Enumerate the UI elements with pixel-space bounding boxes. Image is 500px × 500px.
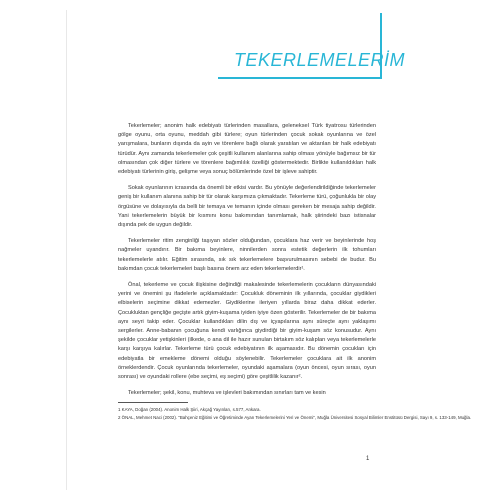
footnotes — [118, 406, 472, 422]
footnote-divider — [118, 402, 188, 403]
footnote: 1 KAYA, Doğan (2004). Anonim Halk Şiiri, Akçağ Yayınları, s.577, Ankara. — [118, 407, 261, 412]
paragraph: Tekerlemeler; anonim halk edebiyatı türlerinden masallara, geleneksel Türk tiyatrosu türlerinden gölge oyunu, orta oyunu, meddah gibi türlere; oyun türlerinden çocuk sokak oyunlarına ve özel yarışmalara, bunların dışında da ayin ve törenlere bağlı olarak yaratılan ve aktarılan bir halk edebiyatı türüdür. Aynı zamanda tekerlemeler çok çeşitli kullanım alanlarına sahip olması yönüyle bağımsız bir tür olmasından çok diğer türlere ve törenlere bağımlılık özelliği göstermektedir. Birlikte kullanıldıkları halk edebiyatı türlerinin giriş, gelişme veya sonuç bölümlerinde özel bir işleve sahiptir. — [118, 123, 376, 176]
title-frame-horizontal — [218, 77, 382, 79]
chapter-title: TEKERLEMELERİM — [234, 50, 406, 70]
page-number: 1 — [366, 456, 370, 462]
paragraph: Tekerlemeler ritim zenginliği taşıyan sözler olduğundan, çocuklara haz verir ve beyinlerinde hoş nağmeler uyandırır. Bir bakıma beyinlere, ninnilerden sonra estetik değerlerin ilk tohumları tekerlemelerle atılır. Eğitim sırasında, sık sık tekerlemelere başvurulmasının sebebi de budur. Bu bakımdan çocuk tekerlemeleri başlı basına önem arz eden tekerlemelerdir¹. — [118, 238, 376, 272]
paragraph: Sokak oyunlarının icrasında da önemli bir etkisi vardır. Bu yönüyle değerlendirildiğinde tekerlemeler geniş bir kullanım alanına sahip bir tür olarak karşımıza çıkmaktadır. Tekerleme türü, çoğunlukla bir olay örgüsüne ve dolayısıyla da belli bir temaya ve temanın içinde olması gereken bir mesaja sahip değildir. Yani tekerlemelerin büyük bir kısmını konu bakımından tanımlamak, halk şiirindeki bazı istisnalar dışında pek de uygun değildir. — [118, 185, 376, 229]
body-text — [118, 122, 376, 405]
footnote: 2 ÖNAL, Mehmet Naci (2002). "Bahçeniz Eğitimi ve Öğretiminde Ayan Tekerlemelerini Yeri ve Önemi", Muğla Üniversitesi Sosyal Bilimler Enstitüsü Dergisi, Sayı 9, s. 133-149, Muğla. — [118, 415, 472, 420]
paragraph: Önal, tekerleme ve çocuk ilişkisine değindiği makalesinde tekerlemelerin çocukların dünyasındaki yerini ve önemini şu ifadelerle açıklamaktadır: Çocukluk döneminin ilk yıllarında, çocuklar giydikleri elbiselerin seçimine dikkat edemezler. Giydiklerine ileriyen yıllarda biraz daha dikkat ederler. Çocukluktan gençliğe geçişte artık giyim-kuşama iyiden iyiye özen gösterilir. Tekerlemeler de bir bakıma aynı seyri takip eder. Çocuklar kullandıkları dilin dış ve içyapılarına aynı süreçte aynı yaklaşımı sergilerler. Anne-babanın çocuğuna kendi varlığınca giydirdiği bir giyim-kuşam söz konusudur. Aynı şekilde çocuklar yetişkinleri (ilkede, o ana dil ile hazır sunulan birtakım söz kalıpları veya tekerlemelerle karşı karşıya kalırlar. Tekerleme türü çocuk edebiyatının ilk aşamasıdır. Bu dönemin çocukları için edebiyatla bir emekleme dönemi olduğu söylenebilir. Tekerlemeler çocuklara ait ilk anonim örneklerdendir. Çocuk oyunlarında tekerlemeler, oyundaki aşamalara (oyun öncesi, oyun sırası, oyun sonrası) ve oyundaki rollere (ebe seçimi, eş seçimi) göre çeşitlilik kazanır². — [118, 282, 376, 381]
paragraph: Tekerlemeler; şekil, konu, muhteva ve işlevleri bakımından sınırları tam ve kesin — [128, 390, 326, 397]
